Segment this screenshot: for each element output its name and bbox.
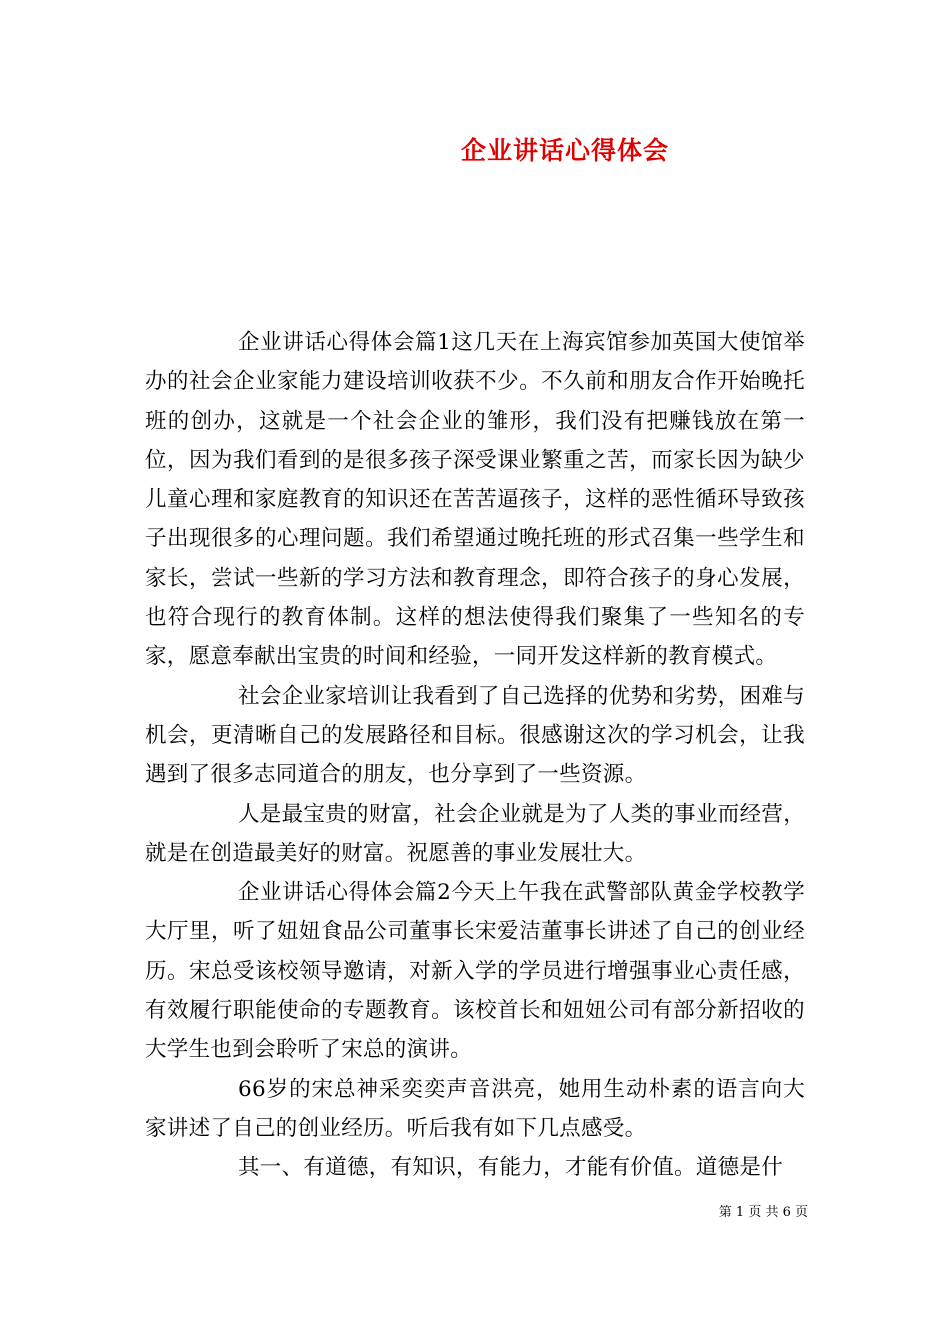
paragraph-2: 社会企业家培训让我看到了自己选择的优势和劣势，困难与机会，更清晰自己的发展路径和目标。很感谢这次的学习机会，让我遇到了很多志同道合的朋友，也分享到了一些资源。 [145, 683, 805, 788]
paragraph-4: 企业讲话心得体会篇2今天上午我在武警部队黄金学校教学大厅里，听了妞妞食品公司董事长宋爱洁董事长讲述了自己的创业经历。宋总受该校领导邀请，对新入学的学员进行增强事业心责任感，有效履行职能使命的专题教育。该校首长和妞妞公司有部分新招收的大学生也到会聆听了宋总的演讲。 [145, 880, 805, 1063]
paragraph-5: 66岁的宋总神采奕奕声音洪亮，她用生动朴素的语言向大家讲述了自己的创业经历。听后我有如下几点感受。 [145, 1076, 805, 1141]
paragraph-1: 企业讲话心得体会篇1这几天在上海宾馆参加英国大使馆举办的社会企业家能力建设培训收获不少。不久前和朋友合作开始晚托班的创办，这就是一个社会企业的雏形，我们没有把赚钱放在第一位，因为我们看到的是很多孩子深受课业繁重之苦，而家长因为缺少儿童心理和家庭教育的知识还在苦苦逼孩子，这样的恶性循环导致孩子出现很多的心理问题。我们希望通过晚托班的形式召集一些学生和家长，尝试一些新的学习方法和教育理念，即符合孩子的身心发展，也符合现行的教育体制。这样的想法使得我们聚集了一些知名的专家，愿意奉献出宝贵的时间和经验，一同开发这样新的教育模式。 [145, 330, 805, 670]
document-body [145, 323, 805, 1188]
paragraph-6: 其一、有道德，有知识，有能力，才能有价值。道德是什 [238, 1155, 784, 1181]
paragraph-3: 人是最宝贵的财富，社会企业就是为了人类的事业而经营，就是在创造最美好的财富。祝愿善的事业发展壮大。 [145, 801, 805, 866]
page-number-footer: 第 1 页 共 6 页 [718, 1205, 808, 1220]
document-title: 企业讲话心得体会 [460, 136, 669, 165]
